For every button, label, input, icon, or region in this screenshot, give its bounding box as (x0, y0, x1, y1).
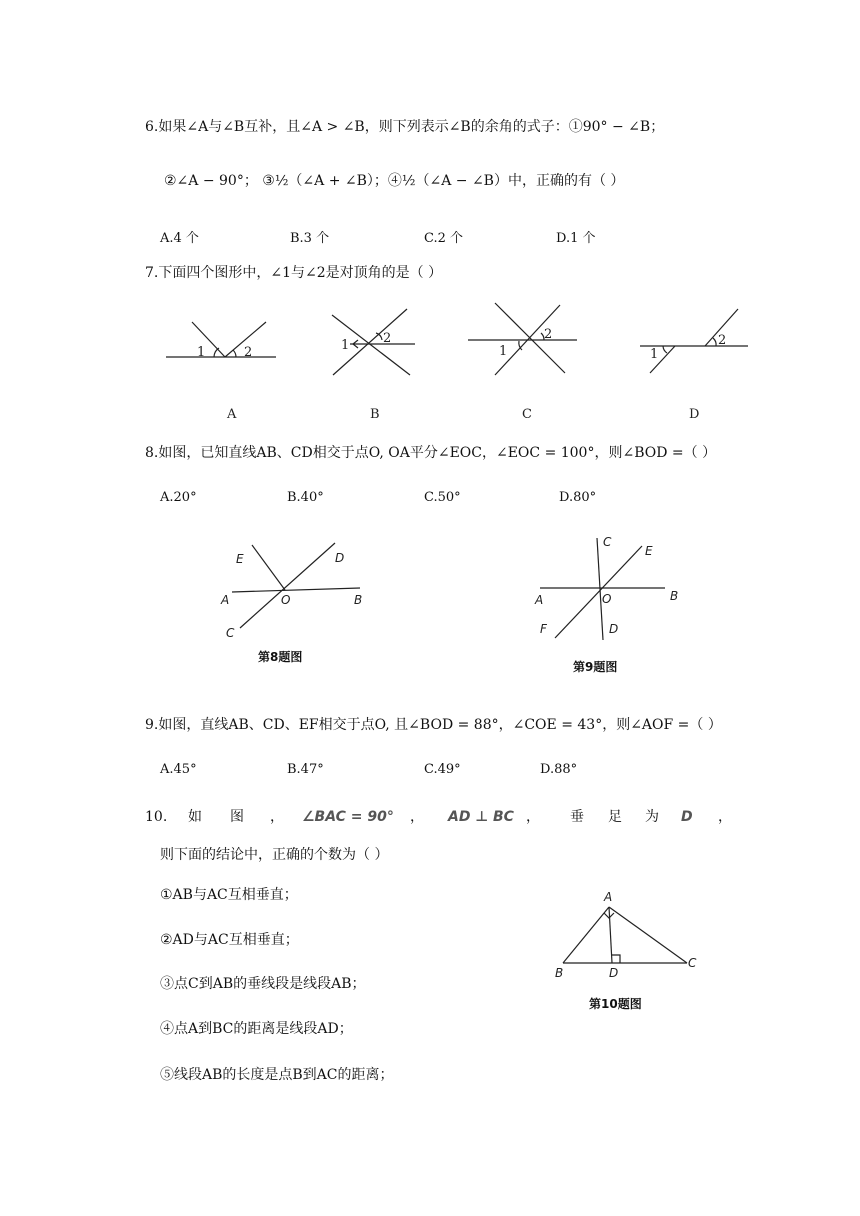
q8-figure-caption: 第8题图 (258, 650, 303, 664)
q10-stem-point-d: D (681, 809, 693, 825)
q10-num: 10. (145, 809, 168, 825)
q7-figure-d (640, 309, 748, 422)
q10-item-4: ④点A到BC的距离是线段AD； (160, 1021, 353, 1037)
q8-point-d: D (335, 551, 345, 565)
q8-option-b: B.40° (287, 490, 324, 505)
q10-figure-caption: 第10题图 (589, 997, 642, 1011)
q6-line2: ②∠A − 90°； ③½（∠A + ∠B）；④½（∠A − ∠B）中，正确的有（ ） (164, 173, 625, 189)
q7d-angle-1: 1 (650, 347, 659, 362)
q10-point-d: D (609, 966, 619, 980)
q10-item-2: ②AD与AC互相垂直； (160, 932, 299, 948)
q6-option-c: C.2 个 (424, 231, 464, 246)
q9-point-b: B (670, 589, 679, 603)
q7a-angle-1: 1 (197, 345, 206, 360)
q10-figure (545, 885, 705, 980)
q10-item-5: ⑤线段AB的长度是点B到AC的距离； (160, 1067, 394, 1083)
q10-stem-part: 图 (230, 809, 244, 825)
q10-line2: 则下面的结论中，正确的个数为（ ） (160, 847, 389, 863)
q8-figure (215, 535, 375, 645)
q8-option-a: A.20° (160, 490, 197, 505)
q7c-angle-1: 1 (499, 344, 508, 359)
q8-point-e: E (236, 552, 244, 566)
q7-figures (150, 295, 790, 430)
q7-figure-label-c: C (522, 407, 532, 422)
q8-point-o: O (281, 593, 291, 607)
q7d-angle-2: 2 (718, 333, 727, 348)
q7-stem: 7.下面四个图形中，∠1与∠2是对顶角的是（ ） (145, 265, 443, 281)
q6-option-d: D.1 个 (556, 231, 596, 246)
q9-point-c: C (603, 535, 612, 549)
q7-figure-label-a: A (227, 407, 237, 422)
q9-figure (530, 528, 695, 658)
q7-figure-a (166, 322, 276, 422)
q10-stem-part: ， (526, 809, 540, 825)
q10-point-a: A (604, 890, 613, 904)
q9-point-a: A (535, 593, 544, 607)
q10-stem-part: ， (410, 809, 424, 825)
q6-option-b: B.3 个 (290, 231, 330, 246)
q9-point-e: E (645, 544, 653, 558)
q10-stem-part: 足 (608, 809, 622, 825)
q10-stem-part: 垂 (570, 809, 584, 825)
q9-option-a: A.45° (160, 762, 197, 777)
q10-stem-angle: ∠BAC = 90° (302, 809, 394, 825)
q8-option-d: D.80° (559, 490, 597, 505)
q10-point-b: B (555, 966, 564, 980)
q7a-angle-2: 2 (244, 345, 253, 360)
q7-figure-b (332, 309, 415, 422)
q10-point-c: C (688, 956, 697, 970)
q9-point-d: D (609, 622, 619, 636)
q9-point-f: F (540, 622, 547, 636)
q10-stem-perp: AD ⊥ BC (448, 809, 514, 825)
q9-option-d: D.88° (540, 762, 578, 777)
q9-figure-caption: 第9题图 (573, 660, 618, 674)
q7c-angle-2: 2 (544, 327, 553, 342)
q8-point-b: B (354, 593, 363, 607)
q9-stem: 9.如图，直线AB、CD、EF相交于点O, 且∠BOD = 88°，∠COE = 43°，则∠AOF =（ ） (145, 717, 722, 733)
q7-figure-label-d: D (689, 407, 700, 422)
q10-item-3: ③点C到AB的垂线段是线段AB； (160, 976, 366, 992)
q7-figure-label-b: B (370, 407, 380, 422)
q10-stem-part: 为 (645, 809, 659, 825)
q7-figure-c (468, 303, 577, 422)
q6-line1: 6.如果∠A与∠B互补，且∠A > ∠B，则下列表示∠B的余角的式子：①90° − ∠B； (145, 119, 665, 135)
q7b-angle-1: 1 (341, 338, 350, 353)
q7b-angle-2: 2 (383, 331, 392, 346)
q8-stem: 8.如图，已知直线AB、CD相交于点O, OA平分∠EOC，∠EOC = 100°，则∠BOD =（ ） (145, 445, 717, 461)
q8-option-c: C.50° (424, 490, 461, 505)
q8-point-c: C (226, 626, 235, 640)
q9-point-o: O (602, 592, 612, 606)
q8-point-a: A (221, 593, 230, 607)
q10-stem-part: ， (718, 809, 732, 825)
q9-option-b: B.47° (287, 762, 324, 777)
q10-item-1: ①AB与AC互相垂直； (160, 887, 298, 903)
q10-stem-part: 如 (188, 809, 202, 825)
q6-option-a: A.4 个 (160, 231, 199, 246)
q10-stem-part: ， (270, 809, 284, 825)
q9-option-c: C.49° (424, 762, 461, 777)
